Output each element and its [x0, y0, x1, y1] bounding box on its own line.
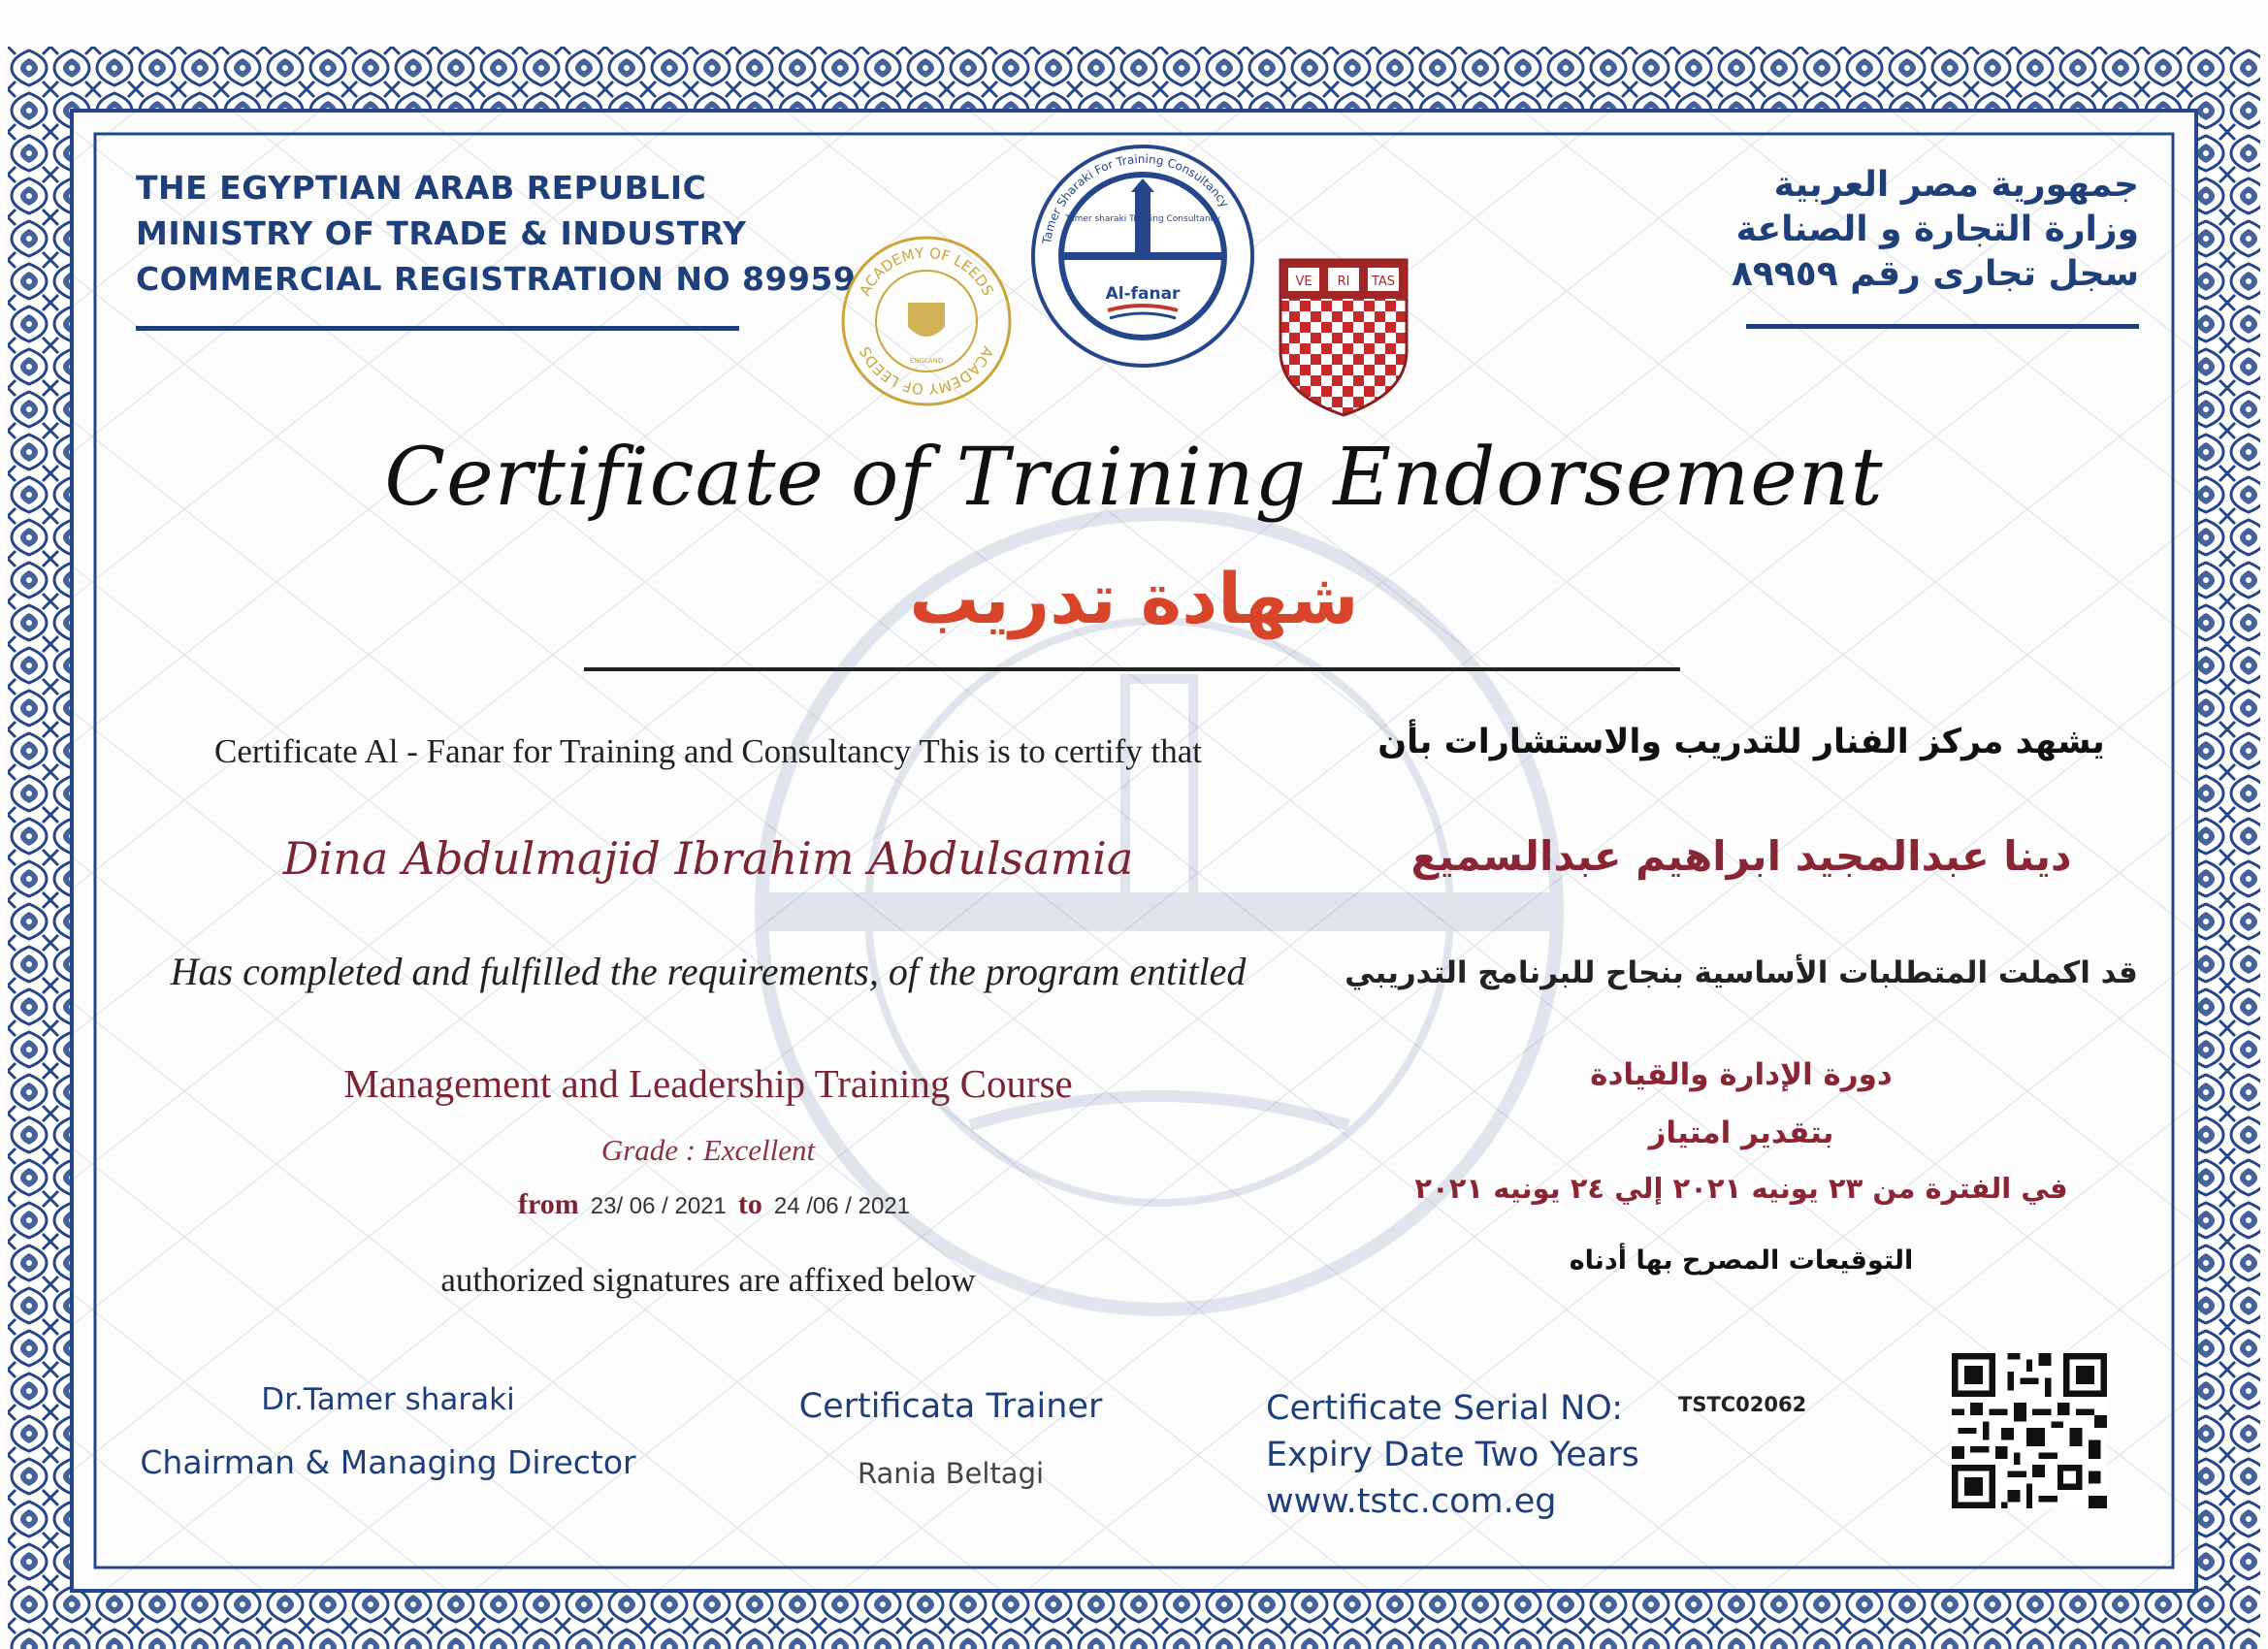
signatures-note-ar: التوقيعات المصرح بها أدناه [1569, 1245, 1914, 1276]
to-label: to [737, 1188, 762, 1220]
requirement-text-en: Has completed and fulfilled the requirements, of the program entitled [170, 950, 1247, 993]
header-en-country: THE EGYPTIAN ARAB REPUBLIC [136, 169, 707, 207]
grade-en: Grade : Excellent [600, 1133, 816, 1167]
lighthouse-icon [1135, 192, 1150, 256]
from-label: from [517, 1188, 579, 1220]
grade-ar: بتقدير امتياز [1648, 1116, 1834, 1150]
period-ar: في الفترة من ٢٣ يونيه ٢٠٢١ إلي ٢٤ يونيه ٢٠٢١ [1414, 1172, 2068, 1205]
certificate-title-ar: شهادة تدريب [909, 558, 1359, 639]
leeds-seal-top-text: ACADEMY OF LEEDS [856, 243, 997, 299]
header-english [136, 165, 856, 302]
course-name-ar: دورة الإدارة والقيادة [1590, 1057, 1893, 1092]
certificate-title-en: Certificate of Training Endorsement [384, 432, 1884, 524]
al-fanar-inner-text: Tamer sharaki Training Consultancy [1065, 214, 1220, 224]
course-name-en: Management and Leadership Training Course [343, 1061, 1073, 1106]
expiry-text: Expiry Date Two Years [1266, 1436, 1639, 1474]
academy-of-leeds-seal [840, 235, 1013, 407]
leeds-seal-bottom-text: ACADEMY OF LEEDS [856, 343, 997, 399]
shield-word-2: RI [1337, 275, 1350, 289]
signatures-note-en: authorized signatures are affixed below [440, 1261, 976, 1299]
header-left-rule [136, 326, 739, 331]
veritas-shield [1279, 258, 1409, 417]
trainer-label: Certificata Trainer [798, 1387, 1103, 1426]
al-fanar-name: Al-fanar [1105, 284, 1181, 304]
intro-text-en: Certificate Al - Fanar for Training and Consultancy This is to certify that [213, 732, 1203, 770]
qr-code-icon[interactable] [1952, 1353, 2107, 1508]
chairman-title: Chairman & Managing Director [140, 1443, 636, 1481]
serial-label: Certificate Serial NO: [1266, 1389, 1623, 1428]
crest-icon [908, 303, 945, 337]
header-arabic [1732, 163, 2139, 297]
leeds-seal-center-text: ENGLAND [909, 357, 944, 365]
dates-en [155, 1188, 1261, 1221]
header-ar-registration: سجل تجارى رقم ٨٩٩٥٩ [1731, 254, 2139, 294]
to-date: 24 /06 / 2021 [773, 1193, 910, 1219]
serial-number: TSTC02062 [1678, 1393, 1807, 1416]
header-en-ministry: MINISTRY OF TRADE & INDUSTRY [136, 214, 747, 252]
chairman-name: Dr.Tamer sharaki [261, 1382, 515, 1417]
header-right-rule [1746, 324, 2139, 329]
al-fanar-ring-text: Tamer Sharaki For Training Consultancy [1039, 151, 1232, 245]
from-date: 23/ 06 / 2021 [590, 1193, 727, 1219]
al-fanar-logo [1030, 144, 1255, 369]
header-ar-ministry: وزارة التجارة و الصناعة [1735, 210, 2139, 249]
recipient-name-ar: دينا عبدالمجيد ابراهيم عبدالسميع [1410, 832, 2072, 880]
requirement-text-ar: قد اكملت المتطلبات الأساسية بنجاح للبرنامج التدريبي [1345, 955, 2138, 990]
website-link[interactable]: www.tstc.com.eg [1266, 1482, 1557, 1521]
title-underline [584, 667, 1680, 671]
serial-block [1266, 1385, 1639, 1525]
recipient-name-en: Dina Abdulmajid Ibrahim Abdulsamia [282, 832, 1134, 885]
shield-word-3: TAS [1371, 275, 1396, 289]
intro-text-ar: يشهد مركز الفنار للتدريب والاستشارات بأن [1377, 723, 2105, 761]
header-ar-country: جمهورية مصر العربية [1773, 165, 2139, 205]
trainer-name: Rania Beltagi [857, 1457, 1045, 1490]
shield-word-1: VE [1295, 275, 1312, 289]
header-en-registration: COMMERCIAL REGISTRATION NO 89959 [136, 260, 857, 298]
